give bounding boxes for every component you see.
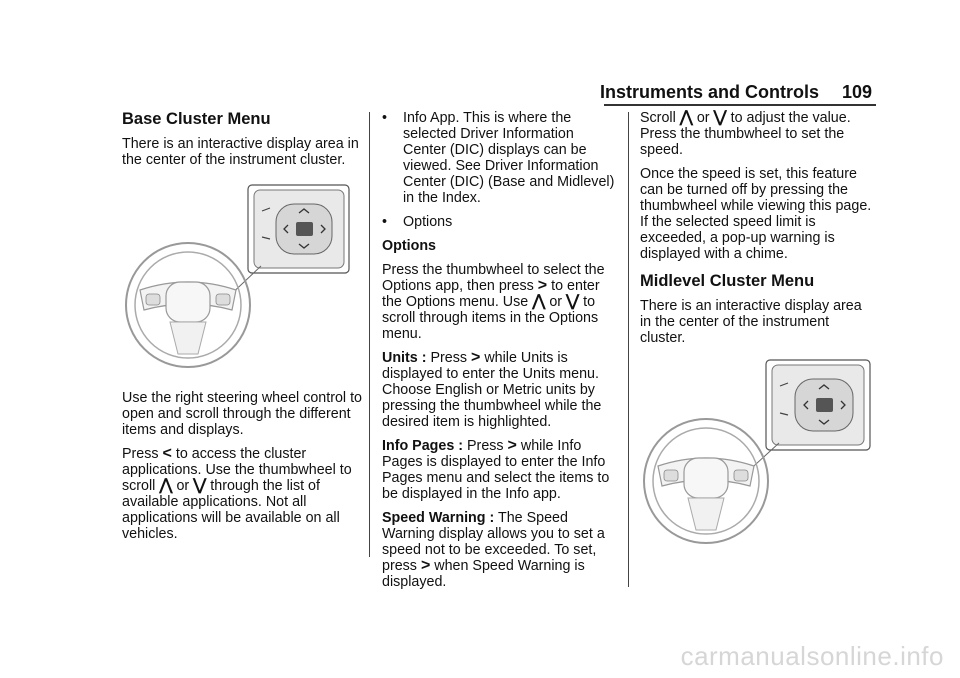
paragraph-intro: There is an interactive display area in the center of the instrument cluster. xyxy=(640,298,862,346)
paragraph-steering-control: Use the right steering wheel control to open and scroll through the different items and displays. xyxy=(122,390,362,438)
steering-wheel-figure-midlevel xyxy=(640,358,876,548)
bullet-marker: • xyxy=(382,214,388,230)
up-arrow-icon: ⋀ xyxy=(679,109,693,126)
text-fragment: or xyxy=(696,110,710,126)
column-divider-2 xyxy=(628,112,629,587)
up-arrow-icon: ⋀ xyxy=(159,477,173,494)
paragraph-scroll-adjust xyxy=(640,110,876,158)
text-fragment: Press xyxy=(467,438,504,454)
right-arrow-icon: > xyxy=(471,349,481,366)
text-fragment: to adjust the value. Press the thumbwheel to set the speed. xyxy=(640,110,851,158)
text-fragment: while Units is displayed to enter the Units menu. Choose English or Metric units by pressing the thumbwheel while the desired item is highlighted. xyxy=(382,350,602,430)
paragraph-units xyxy=(382,350,618,430)
list-item-text: Info App. This is where the selected Driver Information Center (DIC) displays can be viewed. See Driver Information Center (DIC) (Base and Midlevel) in the Index. xyxy=(403,110,615,206)
paragraph-info-pages xyxy=(382,438,618,502)
text-fragment: to access the cluster applications. Use the thumbwheel to scroll xyxy=(122,446,352,494)
paragraph-options xyxy=(382,262,618,342)
steering-wheel-illustration xyxy=(122,182,358,382)
up-arrow-icon: ⋀ xyxy=(532,293,546,310)
term-speed-warning: Speed Warning : xyxy=(382,510,495,526)
steering-wheel-illustration xyxy=(640,358,876,548)
text-fragment: Scroll xyxy=(640,110,676,126)
paragraph-press-left xyxy=(122,446,362,542)
section-heading-midlevel-cluster-menu: Midlevel Cluster Menu xyxy=(640,272,815,290)
page-number: 109 xyxy=(842,82,873,102)
paragraph-speed-warning xyxy=(382,510,618,590)
term-units: Units : xyxy=(382,350,427,366)
watermark: carmanualsonline.info xyxy=(680,641,944,671)
down-arrow-icon: ⋁ xyxy=(566,293,580,310)
column-3 xyxy=(640,110,876,548)
list-item-text: Options xyxy=(403,214,453,230)
text-fragment: to enter the Options menu. Use xyxy=(382,278,600,310)
text-fragment: while Info Pages is displayed to enter the Info Pages menu and select the items to be displayed in the Info app. xyxy=(382,438,610,502)
text-fragment: The Speed Warning display allows you to set a speed not to be exceeded. To set, press xyxy=(382,510,605,574)
right-arrow-icon: > xyxy=(420,557,431,574)
steering-wheel-figure xyxy=(122,182,362,390)
text-fragment: Press xyxy=(430,350,468,366)
term-info-pages: Info Pages : xyxy=(382,438,464,454)
column-2 xyxy=(382,110,618,598)
section-heading-base-cluster-menu: Base Cluster Menu xyxy=(122,110,271,128)
column-divider-1 xyxy=(369,112,370,557)
left-arrow-icon: < xyxy=(162,445,172,462)
text-fragment: when Speed Warning is displayed. xyxy=(382,558,585,590)
text-fragment: Press the thumbwheel to select the Options app, then press xyxy=(382,262,605,294)
text-fragment: or xyxy=(176,478,190,494)
subheading-options: Options xyxy=(382,238,437,254)
text-fragment: or xyxy=(549,294,563,310)
list-item xyxy=(382,110,618,206)
paragraph-intro: There is an interactive display area in the center of the instrument cluster. xyxy=(122,136,359,168)
paragraph-speed-set: Once the speed is set, this feature can be turned off by pressing the thumbwheel while viewing this page. If the selected speed limit is exceeded, a pop-up warning is displayed with a chime. xyxy=(640,166,872,262)
text-fragment: to scroll through items in the Options menu. xyxy=(382,294,599,342)
down-arrow-icon: ⋁ xyxy=(713,109,727,126)
column-1 xyxy=(122,110,362,550)
right-arrow-icon: > xyxy=(537,277,548,294)
text-fragment: through the list of available applications. Not all applications will be available on all vehicles. xyxy=(122,478,340,542)
text-fragment: Press xyxy=(122,446,159,462)
list-item xyxy=(382,214,618,230)
down-arrow-icon: ⋁ xyxy=(193,477,207,494)
right-arrow-icon: > xyxy=(507,437,517,454)
page-header-title: Instruments and Controls xyxy=(600,82,820,102)
header-rule xyxy=(604,104,876,106)
bullet-marker: • xyxy=(382,110,388,126)
